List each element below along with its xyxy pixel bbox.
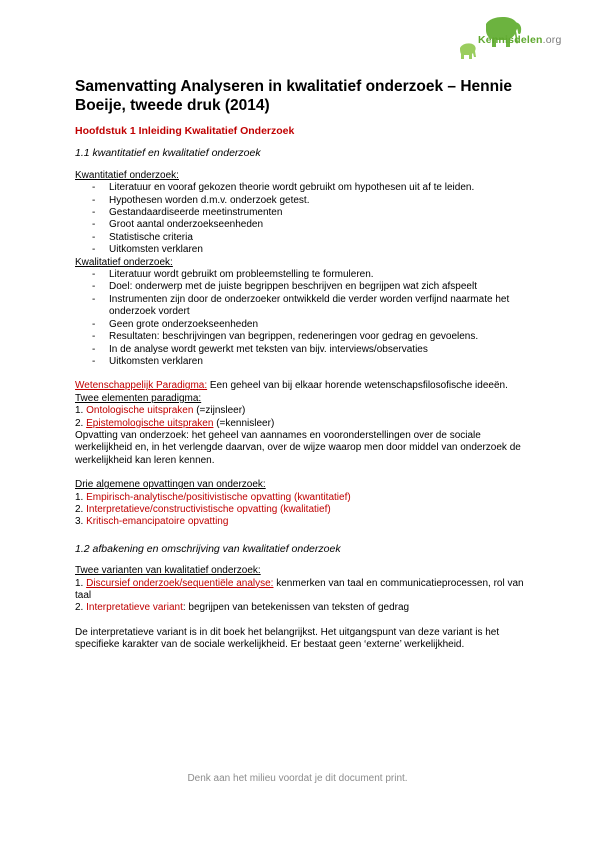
variants-label: Twee varianten van kwalitatief onderzoek: [75, 565, 261, 577]
chapter-heading: Hoofdstuk 1 Inleiding Kwalitatief Onderzoek [75, 125, 295, 137]
view-item-2: 2. Interpretatieve/constructivistische opvatting (kwalitatief) [75, 503, 331, 515]
list-item: - Hypothesen worden d.m.v. onderzoek getest. [75, 195, 535, 207]
view-item-3: 3. Kritisch-emancipatoire opvatting [75, 516, 229, 528]
quant-list [75, 182, 535, 256]
opvatting-paragraph: Opvatting van onderzoek: het geheel van aannames en vooronderstellingen over de sociale werkelijkheid en, in het verlengde daarvan, over de wijze waarop men door middel van onderzoek de werkelijkheid kan leren kennen. [75, 429, 521, 466]
logo-wordmark: Kennisdelen.org [478, 34, 562, 46]
document-title: Samenvatting Analyseren in kwalitatief onderzoek – Hennie Boeije, tweede druk (2014) [75, 78, 512, 114]
document-body [75, 77, 535, 652]
list-item: - Groot aantal onderzoekseenheden [75, 219, 535, 231]
list-item: - Literatuur wordt gebruikt om probleemstelling te formuleren. [75, 269, 535, 281]
paradigm-definition: Wetenschappelijk Paradigma: Een geheel van bij elkaar horende wetenschapsfilosofische ideeën. [75, 380, 508, 392]
list-item: - Instrumenten zijn door de onderzoeker ontwikkeld die verder worden verfijnd naarmate het onderzoek vordert [75, 294, 535, 319]
list-item: - Geen grote onderzoekseenheden [75, 319, 535, 331]
list-item: - Gestandaardiseerde meetinstrumenten [75, 207, 535, 219]
page-footer: Denk aan het milieu voordat je dit document print. [187, 773, 408, 784]
section-heading-1-2: 1.2 afbakening en omschrijving van kwalitatief onderzoek [75, 542, 341, 555]
variant-item-2: 2. Interpretatieve variant: begrijpen van betekenissen van teksten of gedrag [75, 602, 410, 614]
list-item: - Doel: onderwerp met de juiste begrippen beschrijven en begrijpen wat zich afspeelt [75, 281, 535, 293]
paradigm-term: Wetenschappelijk Paradigma: [75, 380, 208, 392]
list-item: - Statistische criteria [75, 232, 535, 244]
qual-list [75, 269, 535, 368]
list-item: - In de analyse wordt gewerkt met teksten van bijv. interviews/observaties [75, 344, 535, 356]
quant-label: Kwantitatief onderzoek: [75, 169, 179, 181]
list-item: - Literatuur en vooraf gekozen theorie wordt gebruikt om hypothesen uit af te leiden. [75, 182, 535, 194]
views-label: Drie algemene opvattingen van onderzoek: [75, 479, 266, 491]
list-item: - Uitkomsten verklaren [75, 244, 535, 256]
view-item-1: 1. Empirisch-analytische/positivistische opvatting (kwantitatief) [75, 491, 351, 503]
paradigm-element-2: 2. Epistemologische uitspraken (=kennisleer) [75, 417, 275, 429]
section-heading-1-1: 1.1 kwantitatief en kwalitatief onderzoek [75, 147, 261, 160]
list-item: - Resultaten: beschrijvingen van begrippen, redeneringen voor gedrag en gevoelens. [75, 331, 535, 343]
qual-label: Kwalitatief onderzoek: [75, 256, 173, 268]
paradigm-element-1: 1. Ontologische uitspraken (=zijnsleer) [75, 405, 246, 417]
closing-paragraph: De interpretatieve variant is in dit boek het belangrijkst. Het uitgangspunt van deze variant is het specifieke karakter van de sociale werkelijkheid. Er bestaat geen ‘externe’ werkelijkheid. [75, 626, 500, 651]
list-item: - Uitkomsten verklaren [75, 356, 535, 368]
paradigm-elements-label: Twee elementen paradigma: [75, 392, 202, 404]
variant-item-1: 1. Discursief onderzoek/sequentiële analyse: kenmerken van taal en communicatieprocessen, rol van taal [75, 577, 524, 601]
